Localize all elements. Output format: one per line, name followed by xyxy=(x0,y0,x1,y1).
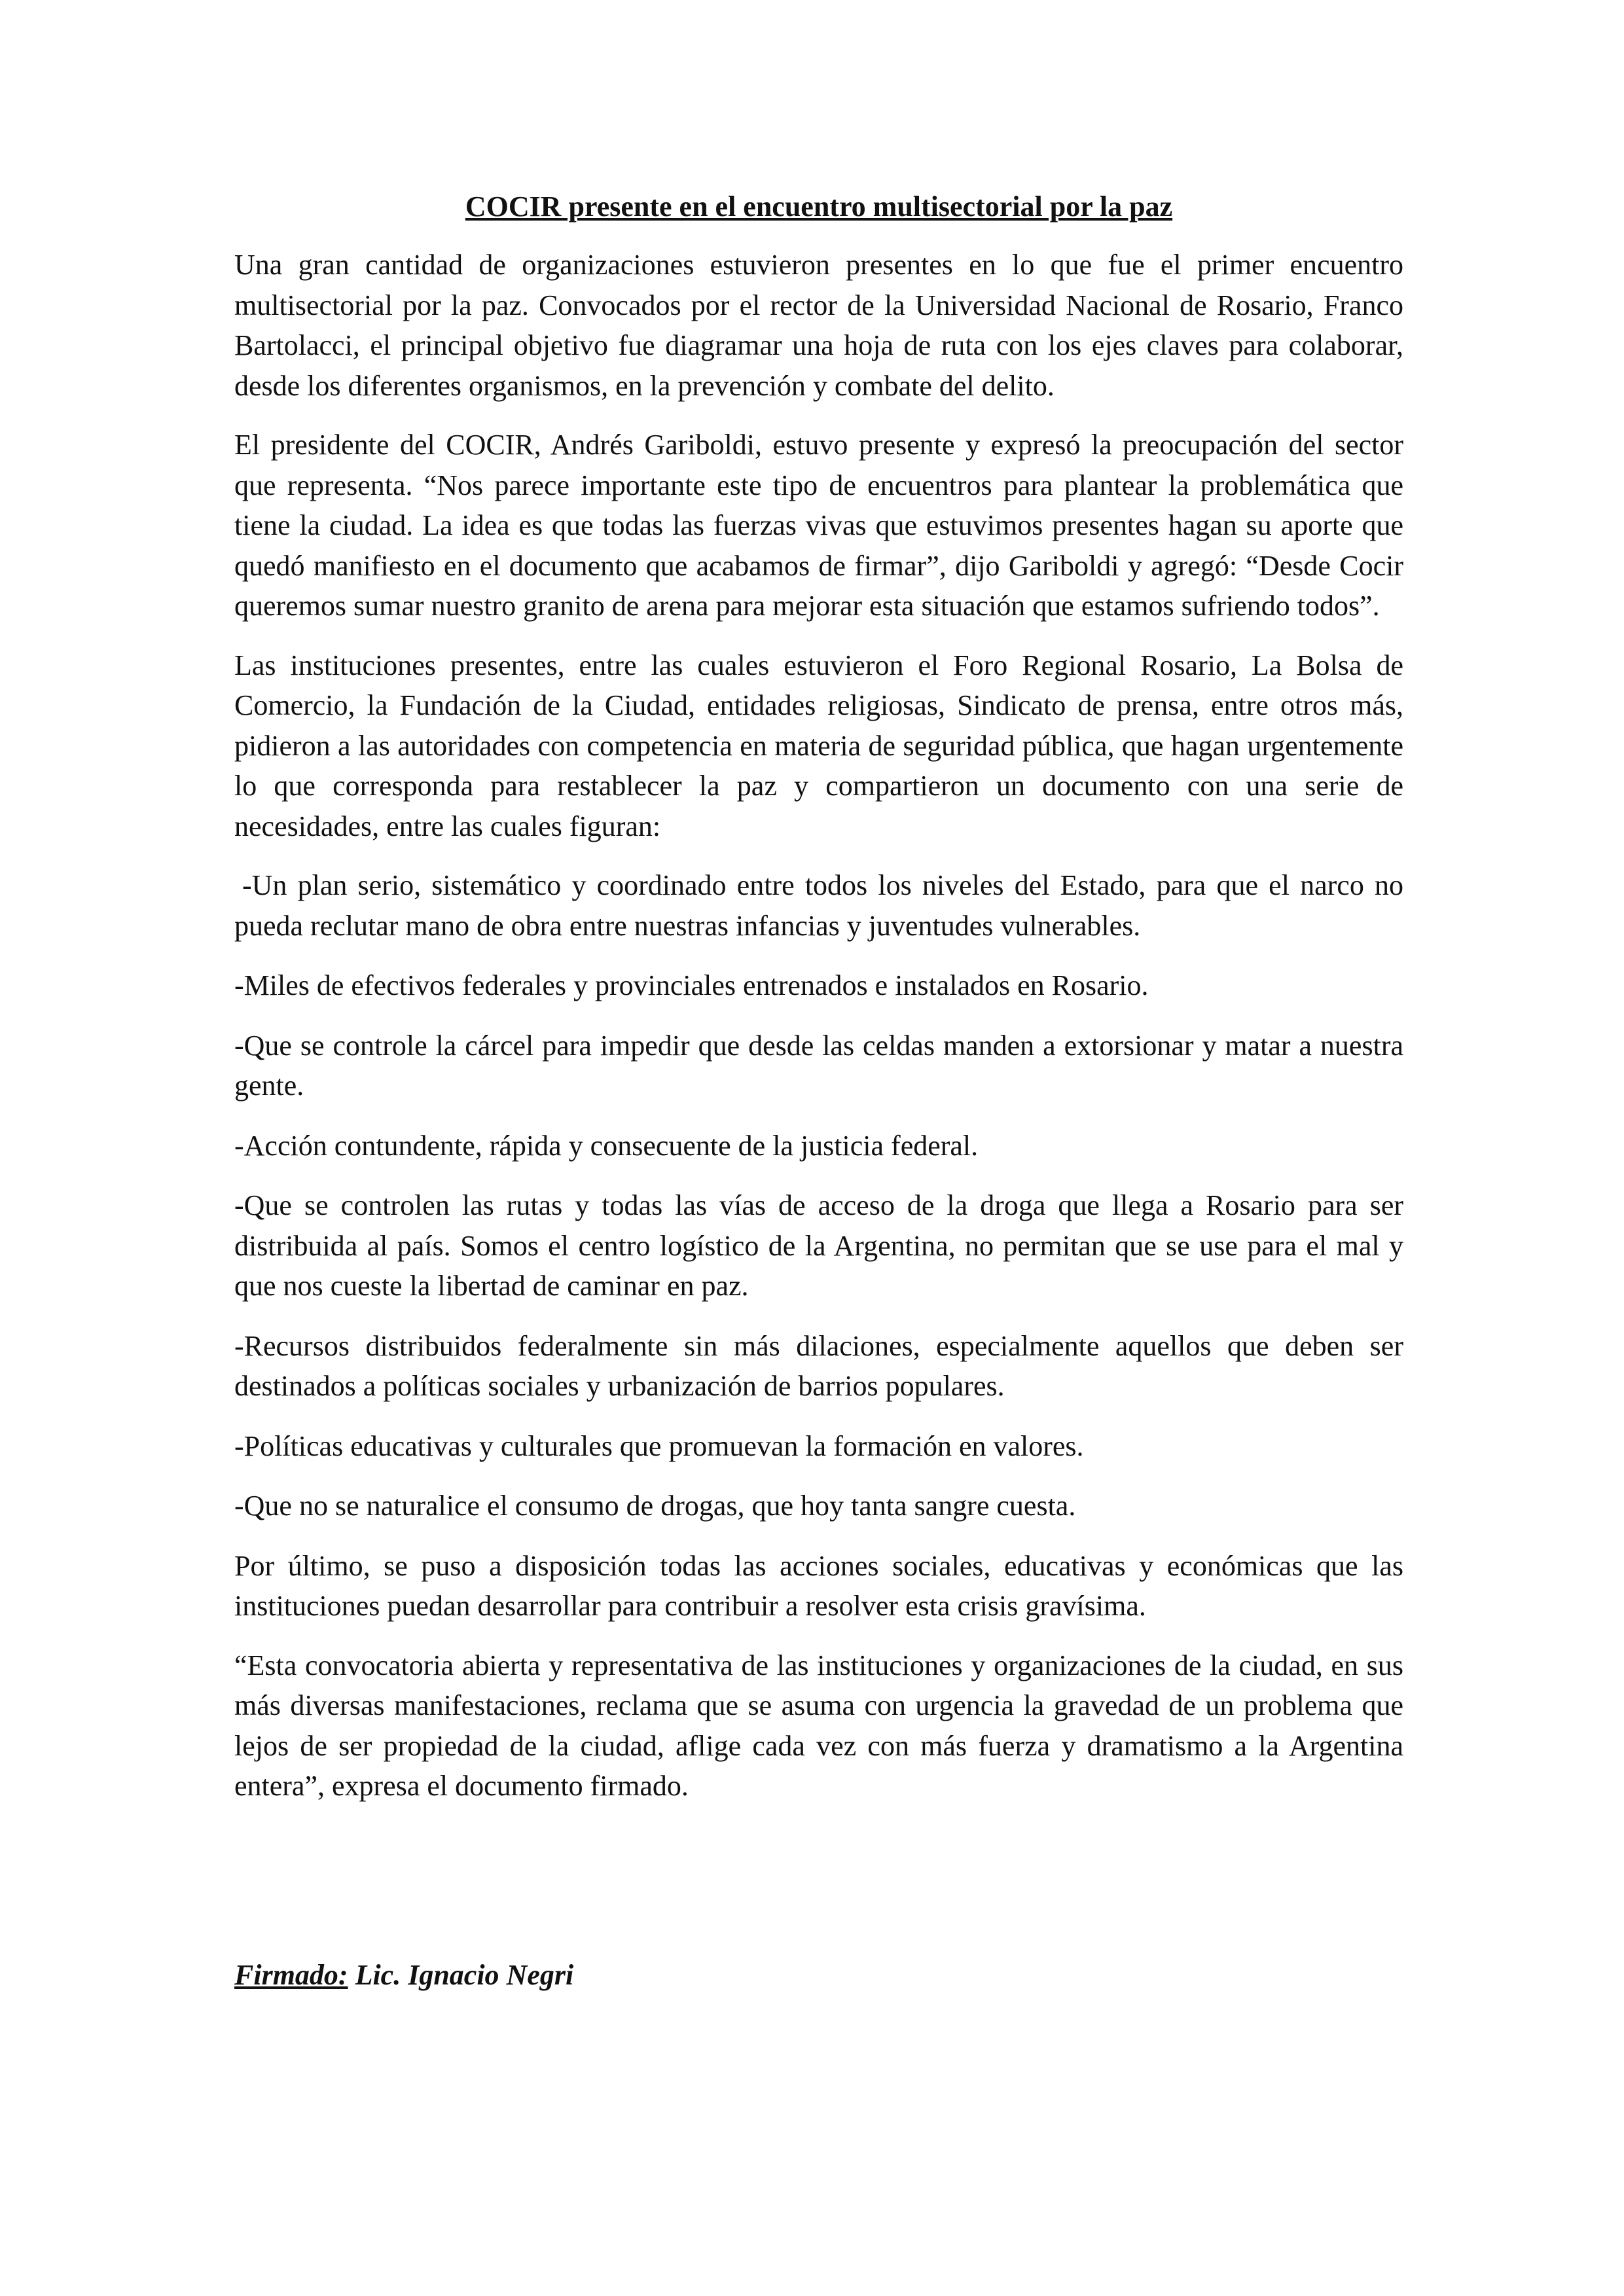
signature xyxy=(234,1957,573,1994)
list-item-forces: -Miles de efectivos federales y provinciales entrenados e instalados en Rosario. xyxy=(234,969,1149,1001)
list-item-resources: -Recursos distribuidos federalmente sin más dilaciones, especialmente aquellos que deben ser destinados a políticas sociales y urbanización de barrios populares. xyxy=(234,1329,1403,1402)
paragraph-closing-offer: Por último, se puso a disposición todas las acciones sociales, educativas y económicas que las instituciones puedan desarrollar para contribuir a resolver esta crisis gravísima. xyxy=(234,1549,1403,1622)
paragraph-president-statement: El presidente del COCIR, Andrés Gariboldi, estuvo presente y expresó la preocupación del sector que representa. “Nos parece importante este tipo de encuentros para plantear la problemática que tiene la ciudad. La idea es que todas las fuerzas vivas que estuvimos presentes hagan su aporte que quedó manifiesto en el documento que acabamos de firmar”, dijo Gariboldi y agregó: “Desde Cocir queremos sumar nuestro granito de arena para mejorar esta situación que estamos sufriendo todos”. xyxy=(234,429,1403,622)
document-title: COCIR presente en el encuentro multisectorial por la paz xyxy=(465,190,1173,223)
paragraph-institutions: Las instituciones presentes, entre las cuales estuvieron el Foro Regional Rosario, La Bolsa de Comercio, la Fundación de la Ciudad, entidades religiosas, Sindicato de prensa, entre otros más, pidieron a las autoridades con competencia en materia de seguridad pública, que hagan urgentemente lo que corresponda para restablecer la paz y compartieron un documento con una serie de necesidades, entre las cuales figuran: xyxy=(234,649,1403,842)
list-item-justice: -Acción contundente, rápida y consecuente de la justicia federal. xyxy=(234,1129,979,1162)
signature-label: Firmado: xyxy=(234,1959,348,1991)
list-item-plan: -Un plan serio, sistemático y coordinado entre todos los niveles del Estado, para que el narco no pueda reclutar mano de obra entre nuestras infancias y juventudes vulnerables. xyxy=(234,869,1403,942)
paragraph-closing-quote: “Esta convocatoria abierta y representativa de las instituciones y organizaciones de la ciudad, en sus más diversas manifestaciones, reclama que se asuma con urgencia la gravedad de un problema que lejos de ser propiedad de la ciudad, aflige cada vez con más fuerza y dramatismo a la Argentina entera”, expresa el documento firmado. xyxy=(234,1649,1403,1802)
list-item-education: -Políticas educativas y culturales que promuevan la formación en valores. xyxy=(234,1429,1084,1462)
paragraph-intro: Una gran cantidad de organizaciones estuvieron presentes en lo que fue el primer encuentro multisectorial por la paz. Convocados por el rector de la Universidad Nacional de Rosario, Franco Bartolacci, el principal objetivo fue diagramar una hoja de ruta con los ejes claves para colaborar, desde los diferentes organismos, en la prevención y combate del delito. xyxy=(234,249,1403,402)
list-item-routes: -Que se controlen las rutas y todas las vías de acceso de la droga que llega a Rosario para ser distribuida al país. Somos el centro logístico de la Argentina, no permitan que se use para el mal y que nos cueste la libertad de caminar en paz. xyxy=(234,1189,1403,1302)
document-body xyxy=(234,188,1403,1825)
list-item-drugs: -Que no se naturalice el consumo de drogas, que hoy tanta sangre cuesta. xyxy=(234,1490,1076,1522)
list-item-prison: -Que se controle la cárcel para impedir que desde las celdas manden a extorsionar y matar a nuestra gente. xyxy=(234,1029,1403,1102)
signature-name: Lic. Ignacio Negri xyxy=(348,1959,574,1991)
